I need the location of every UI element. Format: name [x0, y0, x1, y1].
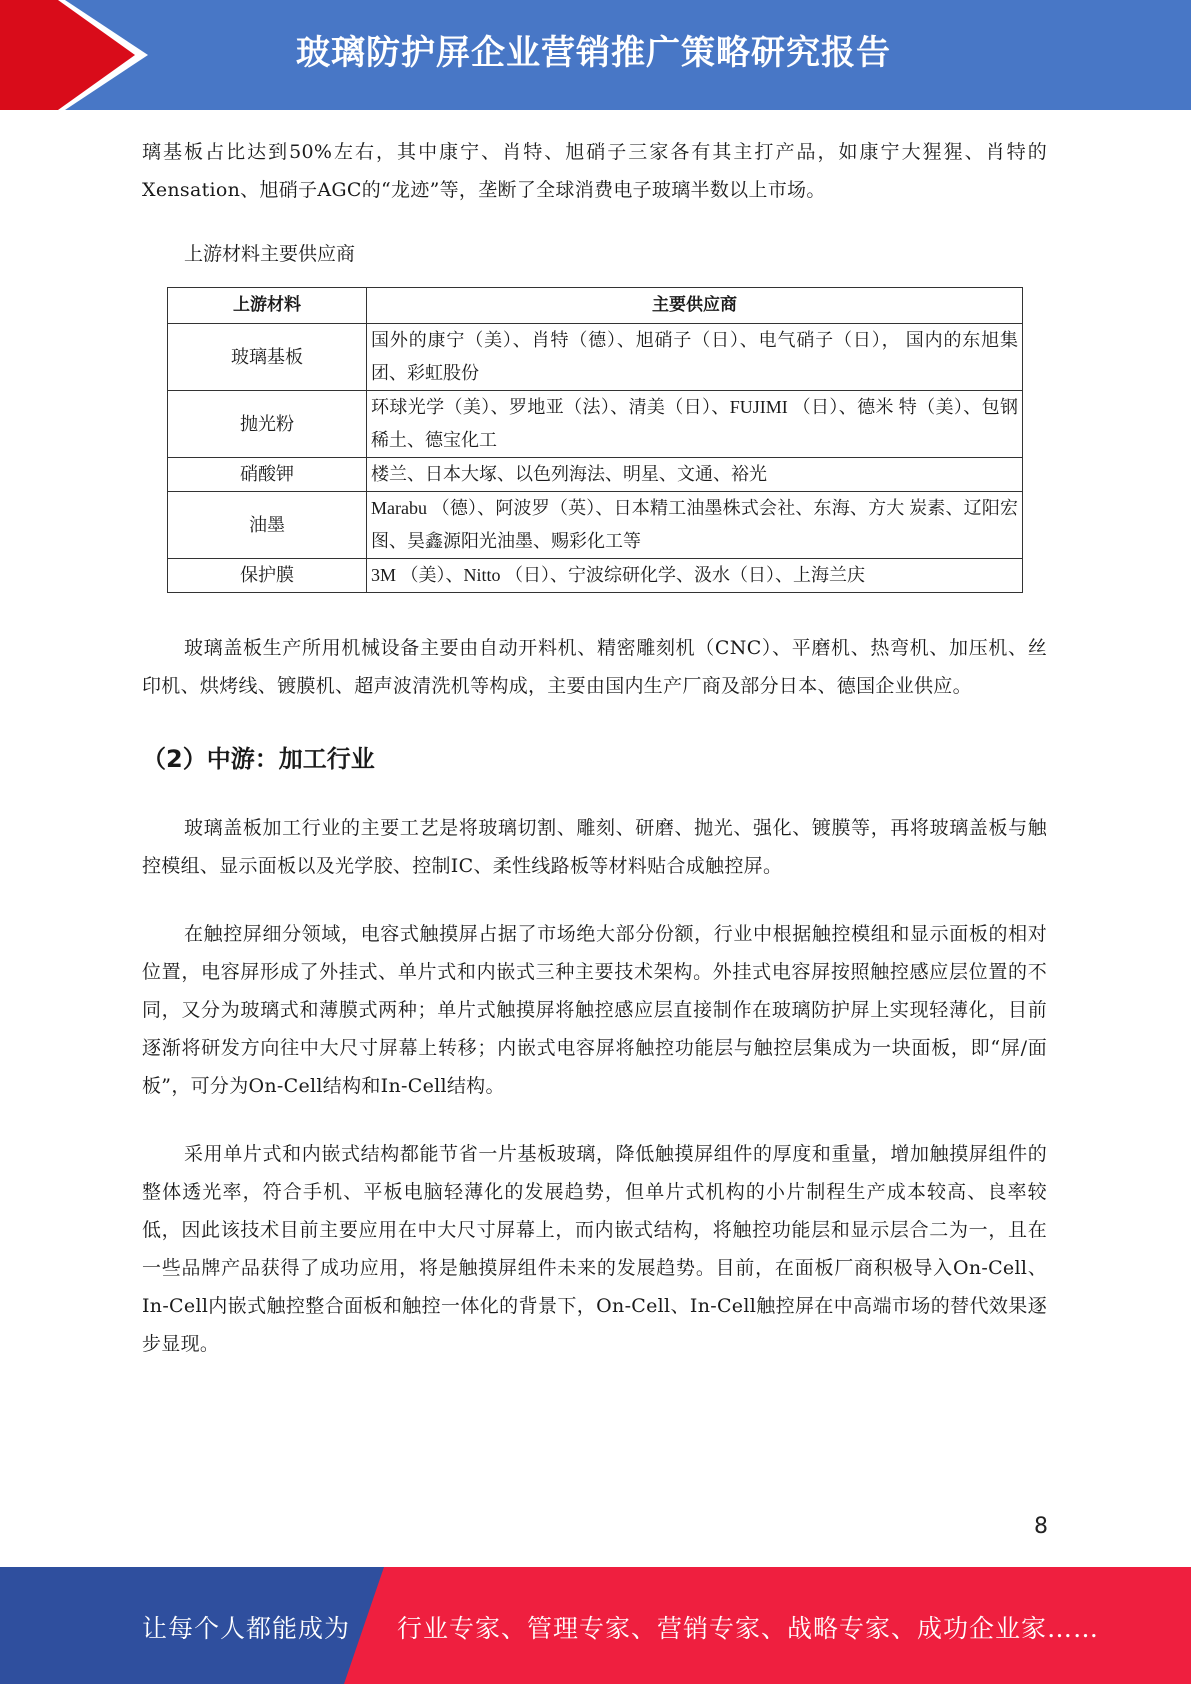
body-paragraph-3: 采用单片式和内嵌式结构都能节省一片基板玻璃，降低触摸屏组件的厚度和重量，增加触摸屏组件的整体透光率，符合手机、平板电脑轻薄化的发展趋势，但单片式机构的小片制程生产成本较高、良率较低，因此该技术目前主要应用在中大尺寸屏幕上，而内嵌式结构，将触控功能层和显示层合二为一，且在一些品牌产品获得了成功应用，将是触摸屏组件未来的发展趋势。目前，在面板厂商积极导入On-Cell、In-Cell内嵌式触控整合面板和触控一体化的背景下，On-Cell、In-Cell触控屏在中高端市场的替代效果逐步显现。 — [142, 1143, 1047, 1355]
equipment-paragraph: 玻璃盖板生产所用机械设备主要由自动开料机、精密雕刻机（CNC）、平磨机、热弯机、加压机、丝印机、烘烤线、镀膜机、超声波清洗机等构成，主要由国内生产厂商及部分日本、德国企业供应。 — [142, 637, 1047, 697]
column-header-material: 上游材料 — [168, 288, 367, 324]
suppliers-table — [167, 287, 1023, 593]
table-caption: 上游材料主要供应商 — [184, 243, 356, 265]
column-header-suppliers: 主要供应商 — [367, 288, 1023, 324]
table-row — [168, 559, 1023, 593]
table-row — [168, 458, 1023, 492]
body-paragraph-1: 玻璃盖板加工行业的主要工艺是将玻璃切割、雕刻、研磨、抛光、强化、镀膜等，再将玻璃盖板与触控模组、显示面板以及光学胶、控制IC、柔性线路板等材料贴合成触控屏。 — [142, 817, 1047, 877]
report-title: 玻璃防护屏企业营销推广策略研究报告 — [296, 33, 891, 73]
intro-paragraph: 璃基板占比达到50%左右，其中康宁、肖特、旭硝子三家各有其主打产品，如康宁大猩猩、肖特的Xensation、旭硝子AGC的“龙迹”等，垄断了全球消费电子玻璃半数以上市场。 — [142, 141, 1047, 201]
material-cell: 硝酸钾 — [168, 458, 367, 492]
suppliers-cell: 环球光学（美）、罗地亚（法）、清美（日）、FUJIMI （日）、德米 特（美）、包钢稀土、德宝化工 — [367, 391, 1023, 458]
table-header-row — [168, 288, 1023, 324]
section-heading: （2）中游：加工行业 — [142, 745, 375, 773]
suppliers-cell: 楼兰、日本大塚、以色列海法、明星、文通、裕光 — [367, 458, 1023, 492]
footer-slogan-right: 行业专家、管理专家、营销专家、战略专家、成功企业家…… — [397, 1614, 1100, 1643]
body-paragraph-2: 在触控屏细分领域，电容式触摸屏占据了市场绝大部分份额，行业中根据触控模组和显示面板的相对位置，电容屏形成了外挂式、单片式和内嵌式三种主要技术架构。外挂式电容屏按照触控感应层位置的不同，又分为玻璃式和薄膜式两种；单片式触摸屏将触控感应层直接制作在玻璃防护屏上实现轻薄化，目前逐渐将研发方向往中大尺寸屏幕上转移；内嵌式电容屏将触控功能层与触控层集成为一块面板，即“屏/面板”，可分为On-Cell结构和In-Cell结构。 — [142, 923, 1047, 1097]
material-cell: 保护膜 — [168, 559, 367, 593]
suppliers-cell: 3M （美）、Nitto （日）、宁波综研化学、汲水（日）、上海兰庆 — [367, 559, 1023, 593]
material-cell: 抛光粉 — [168, 391, 367, 458]
table-row — [168, 492, 1023, 559]
page-footer — [0, 1567, 1191, 1684]
suppliers-cell: Marabu （德）、阿波罗（英）、日本精工油墨株式会社、东海、方大 炭素、辽阳宏图、昊鑫源阳光油墨、赐彩化工等 — [367, 492, 1023, 559]
material-cell: 玻璃基板 — [168, 324, 367, 391]
page-content — [142, 133, 1047, 1363]
table-row — [168, 391, 1023, 458]
footer-slogan-left: 让每个人都能成为 — [142, 1614, 351, 1643]
material-cell: 油墨 — [168, 492, 367, 559]
page-number: 8 — [1034, 1514, 1048, 1539]
table-row — [168, 324, 1023, 391]
header-chevron-decoration — [0, 0, 160, 110]
page-header — [0, 0, 1191, 110]
suppliers-cell: 国外的康宁（美）、肖特（德）、旭硝子（日）、电气硝子（日）， 国内的东旭集团、彩虹股份 — [367, 324, 1023, 391]
